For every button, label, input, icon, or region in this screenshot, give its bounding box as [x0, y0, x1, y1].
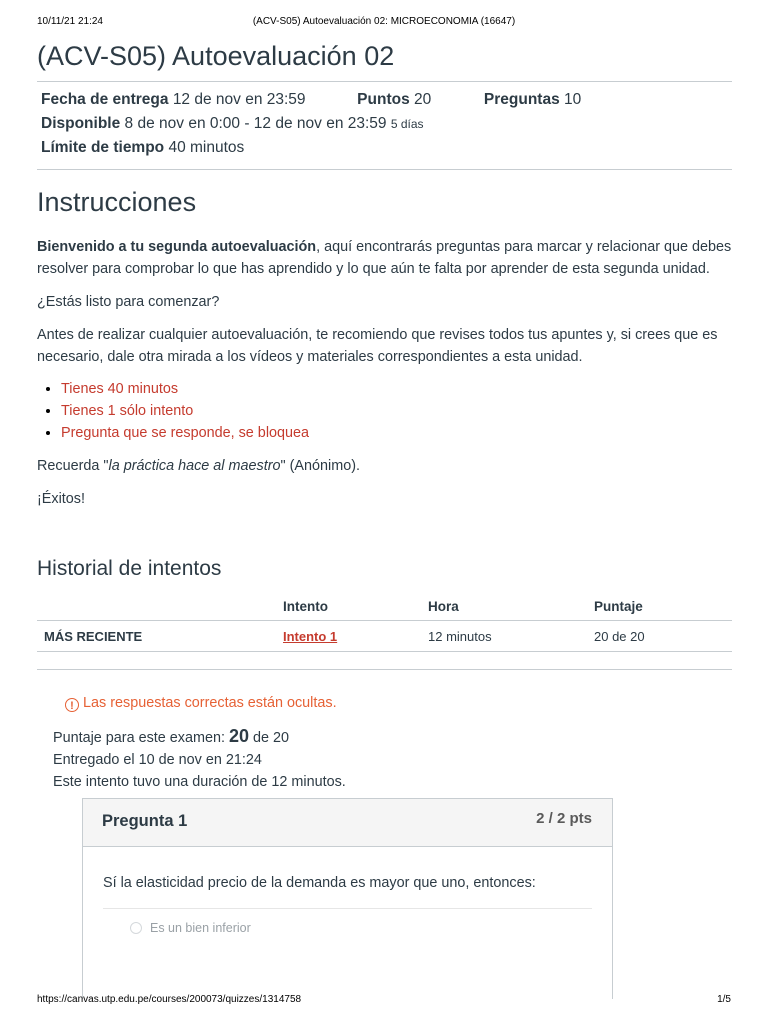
points-label: Puntos	[357, 91, 410, 108]
score-prefix: Puntaje para este examen:	[53, 730, 229, 746]
duration-line: Este intento tuvo una duración de 12 minutos.	[53, 774, 346, 790]
table-header-row	[37, 592, 732, 621]
details-row-2	[41, 112, 728, 136]
available-label: Disponible	[41, 115, 121, 132]
advice-paragraph: Antes de realizar cualquier autoevaluación, te recomiendo que revises todos tus apuntes y, si crees que es necesario, dale otra mirada a los vídeos y materiales correspondientes a esta unidad.	[37, 327, 718, 365]
score-value: 20	[229, 726, 250, 746]
quote-paragraph	[37, 455, 732, 477]
available-value: 8 de nov en 0:00 - 12 de nov en 23:59	[124, 115, 387, 132]
print-datetime: 10/11/21 21:24	[37, 16, 103, 27]
instructions-heading: Instrucciones	[37, 187, 197, 217]
score-summary	[53, 725, 732, 793]
question-points: 2 / 2 pts	[536, 810, 592, 827]
rule-time: Tienes 40 minutos	[61, 381, 179, 397]
column-header	[37, 592, 283, 621]
intro-bold: Bienvenido a tu segunda autoevaluación	[37, 239, 317, 255]
table-row	[37, 621, 732, 652]
column-header: Hora	[428, 598, 459, 614]
intro-text: , aquí encontrarás preguntas para marcar y relacionar que debes resolver para comprobar lo que has aprendido y lo que aún te falta por aprender de esta segunda unidad.	[37, 239, 732, 277]
column-header: Intento	[283, 598, 328, 614]
questions-value: 10	[564, 91, 582, 108]
points-value: 20	[414, 91, 432, 108]
details-row-1	[41, 88, 728, 112]
submitted-line: Entregado el 10 de nov en 21:24	[53, 752, 262, 768]
quote-italic: la práctica hace al maestro	[108, 458, 281, 474]
rule-attempts: Tienes 1 sólo intento	[61, 403, 194, 419]
question-body	[83, 872, 612, 935]
question-text: Sí la elasticidad precio de la demanda es mayor que uno, entonces:	[103, 875, 536, 891]
ready-paragraph: ¿Estás listo para comenzar?	[37, 294, 220, 310]
divider	[37, 169, 732, 170]
intro-paragraph	[37, 236, 732, 280]
divider	[103, 908, 592, 909]
available-days: 5 días	[390, 117, 424, 131]
attempt-cell	[283, 621, 428, 652]
due-value: 12 de nov en 23:59	[172, 91, 306, 108]
attempt-recency: MÁS RECIENTE	[37, 621, 283, 652]
quote-prefix: Recuerda "	[37, 458, 109, 474]
rules-list	[37, 378, 732, 444]
print-page-number: 1/5	[717, 994, 731, 1005]
time-limit-value: 40 minutos	[168, 139, 245, 156]
score-suffix: de 20	[249, 730, 290, 746]
due-label: Fecha de entrega	[41, 91, 169, 108]
hidden-answers-notice	[65, 695, 732, 712]
list-item	[61, 422, 732, 444]
time-limit-label: Límite de tiempo	[41, 139, 165, 156]
column-header: Puntaje	[594, 598, 643, 614]
history-heading: Historial de intentos	[37, 557, 222, 580]
answer-option-label: Es un bien inferior	[150, 921, 251, 935]
details-row-3	[41, 136, 728, 160]
print-url: https://canvas.utp.edu.pe/courses/200073/quizzes/1314758	[37, 994, 302, 1005]
attempt-link[interactable]: Intento 1	[283, 628, 338, 644]
question-header	[83, 799, 612, 847]
list-item	[61, 378, 732, 400]
answer-option[interactable]	[130, 921, 592, 935]
attempt-time: 12 minutos	[428, 621, 594, 652]
questions-label: Preguntas	[483, 91, 560, 108]
score-line	[53, 725, 732, 749]
divider	[37, 669, 732, 670]
list-item	[61, 400, 732, 422]
radio-icon[interactable]	[130, 922, 142, 934]
page-title: (ACV-S05) Autoevaluación 02	[37, 41, 395, 71]
quote-suffix: " (Anónimo).	[280, 458, 360, 474]
closing-paragraph: ¡Éxitos!	[37, 491, 85, 507]
question-name: Pregunta 1	[102, 812, 188, 830]
attempts-table	[37, 592, 732, 652]
quiz-content	[37, 38, 732, 793]
attempt-score: 20 de 20	[594, 621, 732, 652]
print-page-title: (ACV-S05) Autoevaluación 02: MICROECONOMIA (16647)	[252, 16, 516, 27]
quiz-details	[37, 82, 732, 169]
warning-icon: !	[65, 698, 79, 712]
question-card	[82, 798, 613, 999]
rule-lock: Pregunta que se responde, se bloquea	[61, 425, 310, 441]
notice-text: Las respuestas correctas están ocultas.	[83, 695, 337, 711]
